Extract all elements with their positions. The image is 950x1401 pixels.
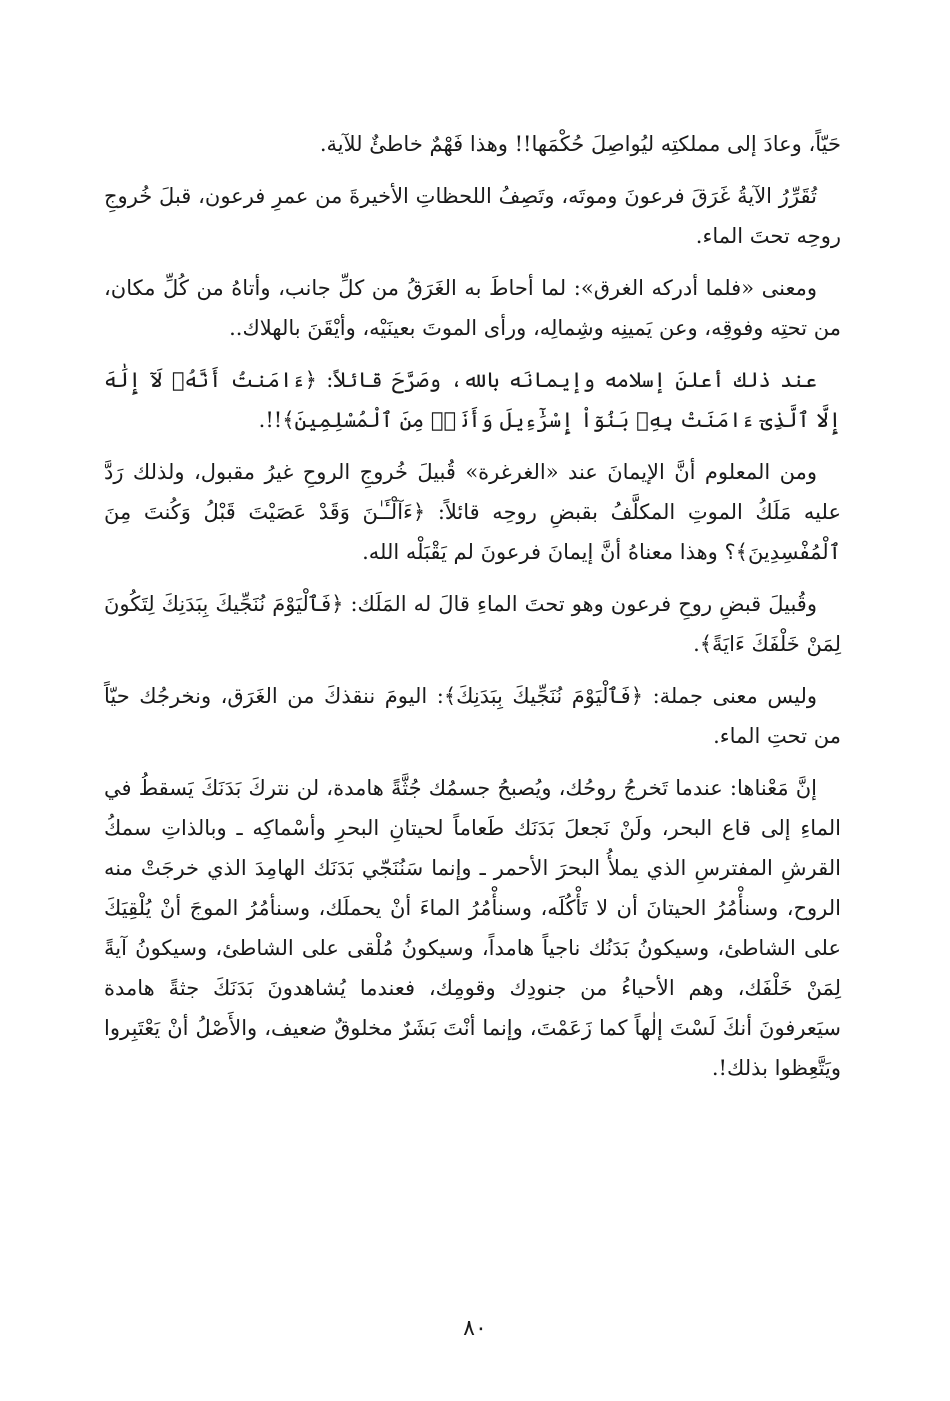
paragraph: ومعنى «فلما أدركه الغرق»: لما أحاطَ به الغَرَقُ من كلِّ جانب، وأتاهُ من كُلِّ مكان، من تحتِه وفوقِه، وعن يَمينِه وشِمالِه، ورأى الموتَ بعينَيْه، وأيْقَنَ بالهلاك.. bbox=[104, 276, 841, 340]
paragraph: وقُبيلَ قبضِ روحِ فرعون وهو تحتَ الماءِ قالَ له المَلَك: ﴿فَٱلْيَوْمَ نُنَجِّيكَ بِبَدَنِكَ لِتَكُونَ لِمَنْ خَلْفَكَ ءَايَةً﴾. bbox=[104, 592, 841, 656]
paragraph: ومن المعلوم أنَّ الإيمانَ عند «الغرغرة» قُبيلَ خُروجِ الروحِ غيرُ مقبول، ولذلك رَدَّ عليه مَلَكُ الموتِ المكلَّفُ بقبضِ روحِه قائلاً: ﴿ءَآلْـَٔـٰنَ وَقَدْ عَصَيْتَ قَبْلُ وَكُنتَ مِنَ ٱلْمُفْسِدِينَ﴾؟ وهذا معناهُ أنَّ إيمانَ فرعونَ لم يَقْبَلْه الله. bbox=[104, 460, 841, 564]
paragraph: وليس معنى جملة: ﴿فَٱلْيَوْمَ نُنَجِّيكَ بِبَدَنِكَ﴾: اليومَ ننقذكَ من الغَرَق، ونخرجُك حيّاً من تحتِ الماء. bbox=[104, 684, 841, 748]
page-body bbox=[104, 124, 841, 1100]
paragraph: تُقَرِّرُ الآيةُ غَرَقَ فرعونَ وموتَه، وتَصِفُ اللحظاتِ الأخيرةَ من عمرِ فرعون، قبلَ خُروجِ روحِه تحتَ الماء. bbox=[104, 184, 841, 248]
paragraph: إنَّ مَعْناها: عندما تَخرجُ روحُك، ويُصبحُ جسمُك جُثَّةً هامدة، لن نتركَ بَدَنَكَ يَسقطُ في الماءِ إلى قاع البحر، ولَنْ نَجعلَ بَدَنَك طَعاماً لحيتانِ البحرِ وأسْماكِه ـ وبالذاتِ سمكُ القرشِ المفترسِ الذي يملأُ البحرَ الأحمر ـ وإنما سَنُنَجّي بَدَنَك الهامِدَ الذي خرجَتْ منه الروح، وسنأْمُرُ الحيتانَ أن لا تَأْكُلَه، وسنأْمُرُ الماءَ أنْ يحملَك، وسنأمُرُ الموجَ أنْ يُلْقِيَكَ على الشاطئ، وسيكونُ بَدَنُك ناجياً هامداً، وسيكونُ مُلْقى على الشاطئ، وسيكونُ آيةً لِمَنْ خَلْفَك، وهم الأحياءُ من جنودِك وقومِك، فعندما يُشاهدونَ بَدَنَكَ جثةً هامدة سيَعرفونَ أنكَ لَسْتَ إلٰهاً كما زَعَمْتَ، وإنما أنْتَ بَشَرٌ مخلوقٌ ضعيف، والأَصْلُ أنْ يَعْتَبِروا ويَتَّعِظوا بذلك!. bbox=[104, 776, 841, 1080]
paragraph: عند ذلك أعلنَ إسلامه وإيمانَه بالله، وصَرَّحَ قائلاً: ﴿ءَامَنتُ أَنَّهُۥ لَآ إِلَٰهَ إِلَّا ٱلَّذِىٓ ءَامَنَتْ بِهِۦ بَنُوٓاْ إِسْرَٰٓءِيلَ وَأَنَا۠ مِنَ ٱلْمُسْلِمِينَ﴾!!. bbox=[104, 368, 841, 432]
paragraph-continuation: حَيّاً، وعادَ إلى مملكتِه ليُواصِلَ حُكْمَها!! وهذا فَهْمٌ خاطئٌ للآية. bbox=[319, 132, 841, 156]
page-number: ٨٠ bbox=[463, 1316, 487, 1341]
